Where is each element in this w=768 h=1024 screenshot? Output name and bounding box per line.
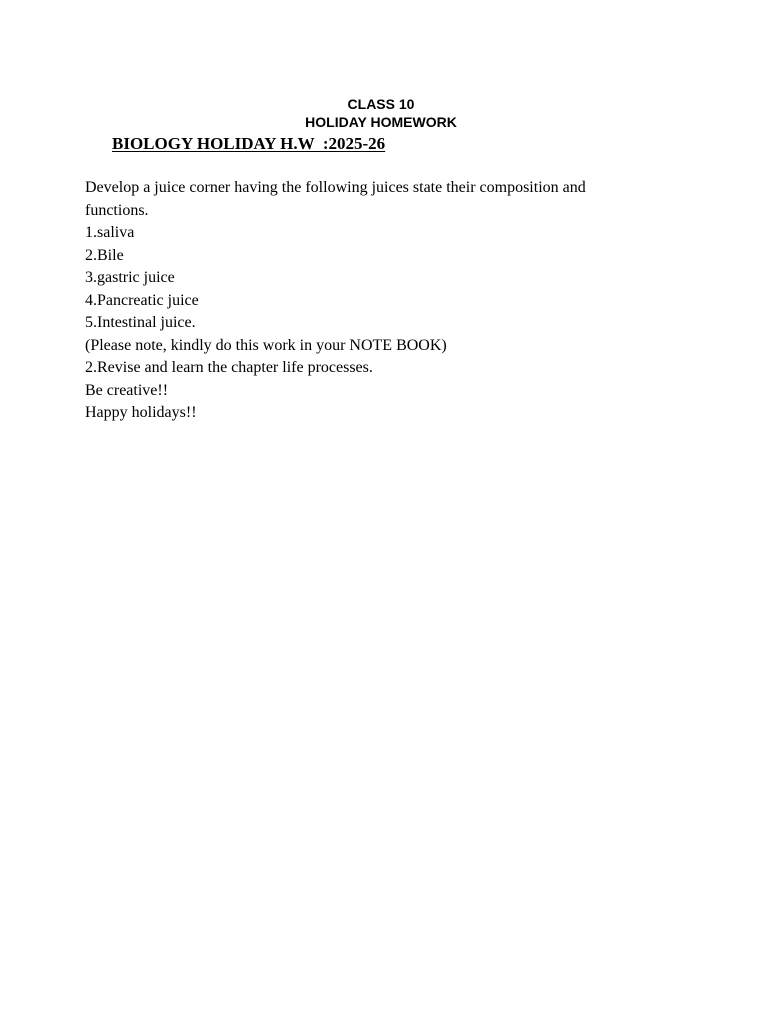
class-heading: CLASS 10 — [347, 96, 415, 112]
closing-line: Be creative!! — [85, 381, 169, 399]
note-line: (Please note, kindly do this work in your NOTE BOOK) — [85, 336, 447, 354]
juice-item-pancreatic: 4.Pancreatic juice — [85, 291, 199, 309]
closing-line: Happy holidays!! — [85, 404, 197, 421]
homework-heading: HOLIDAY HOMEWORK — [305, 114, 457, 130]
intro-line: Develop a juice corner having the following juices state their composition and — [85, 179, 586, 196]
juice-item-saliva: 1.saliva — [85, 224, 135, 241]
juice-item-intestinal: 5.Intestinal juice. — [85, 314, 196, 331]
subject-title: BIOLOGY HOLIDAY H.W :2025-26 — [112, 134, 386, 153]
juice-item-gastric: 3.gastric juice — [85, 269, 175, 286]
juice-item-bile: 2.Bile — [85, 246, 124, 264]
intro-line: functions. — [85, 201, 149, 219]
task-line: 2.Revise and learn the chapter life processes. — [85, 359, 373, 376]
homework-body — [85, 177, 685, 425]
